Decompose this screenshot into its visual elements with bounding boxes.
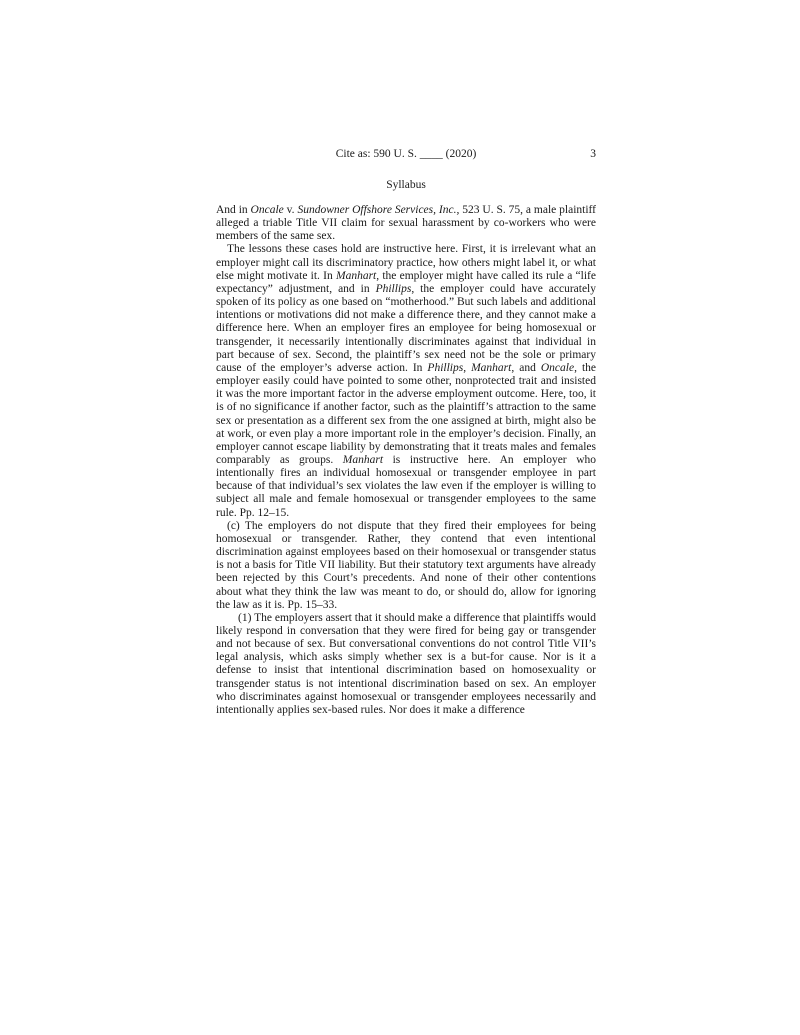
citation-header: Cite as: 590 U. S. ____ (2020) <box>335 148 477 160</box>
case-name: Oncale <box>540 361 575 374</box>
text-run: , <box>463 361 472 374</box>
case-name: Phillips <box>375 282 412 295</box>
text-run: , the employer easily could have pointed to some other, nonprotected trait and insisted it was the more important factor in the adverse employment outcome. Here, too, it is of no significance if another factor, such as the plaintiff’s attraction to the same sex or presentation as a different sex from the one assigned at birth, might also be at work, or even play a more important role in the employer’s decision. Finally, an employer cannot escape liability by demonstrating that it treats males and females comparably as groups. <box>216 361 596 466</box>
case-name: Manhart <box>342 453 384 466</box>
text-run: is instructive here. An employer who intentionally fires an individual homosexual or transgender employee in part because of that individual’s sex violates the law even if the employer is willing to subject all male and female homosexual or transgender employees to the same rule. Pp. 12–15. <box>216 453 597 519</box>
section-title: Syllabus <box>386 179 426 191</box>
case-name: Manhart <box>335 269 377 282</box>
text-run: v. <box>283 204 298 216</box>
text-run: And in <box>216 204 251 216</box>
text-run: , the employer might have called its rule a “life expectancy” adjustment, and in <box>216 269 596 295</box>
case-name: Sundowner Offshore Services, Inc., <box>297 204 460 216</box>
case-name: Oncale <box>250 204 284 216</box>
paragraph-oncale <box>216 204 596 243</box>
page-number: 3 <box>590 148 596 160</box>
case-name: Manhart <box>471 361 512 374</box>
case-name: Phillips <box>427 361 464 374</box>
text-run: The lessons these cases hold are instructive here. First, it is irrelevant what an employer might call its discriminatory practice, how others might label it, or what else might motivate it. In <box>216 243 596 282</box>
paragraph-conversational-conventions <box>216 612 596 717</box>
paragraph-lessons <box>216 243 596 519</box>
syllabus-body <box>216 204 596 717</box>
text-run: (1) The employers assert that it should make a difference that plaintiffs would likely respond in conversation that they were fired for being gay or transgender and not because of sex. But conversational conventions do not control Title VII’s legal analysis, which asks simply whether sex is a but-for cause. Nor is it a defense to insist that intentional discrimination based on homosexuality or transgender status is not intentional discrimination based on sex. An employer who discriminates against homosexual or transgender employees necessarily and intentionally applies sex-based rules. Nor does it make a difference <box>216 611 596 716</box>
running-header <box>216 148 596 166</box>
text-run: , and <box>511 361 541 374</box>
paragraph-employers-dispute <box>216 520 596 612</box>
text-run: (c) The employers do not dispute that they fired their employees for being homosexual or transgender. Rather, they contend that even intentional discrimination against employees based on their homosexual or transgender status is not a basis for Title VII liability. But their statutory text arguments have already been rejected by this Court’s precedents. And none of their other contentions about what they think the law was meant to do, or should do, allow for ignoring the law as it is. Pp. 15–33. <box>216 519 596 611</box>
text-run: 523 U. S. 75, a male plaintiff alleged a triable Title VII claim for sexual harassment by co-workers who were members of the same sex. <box>216 204 596 243</box>
text-run: , the employer could have accurately spoken of its policy as one based on “motherhood.” But such labels and additional intentions or motivations did not make a difference there, and they cannot make a difference here. When an employer fires an employee for being homosexual or transgender, it necessarily intentionally discriminates against that individual in part because of sex. Second, the plaintiff’s sex need not be the sole or primary cause of the employer’s adverse action. In <box>216 282 596 374</box>
